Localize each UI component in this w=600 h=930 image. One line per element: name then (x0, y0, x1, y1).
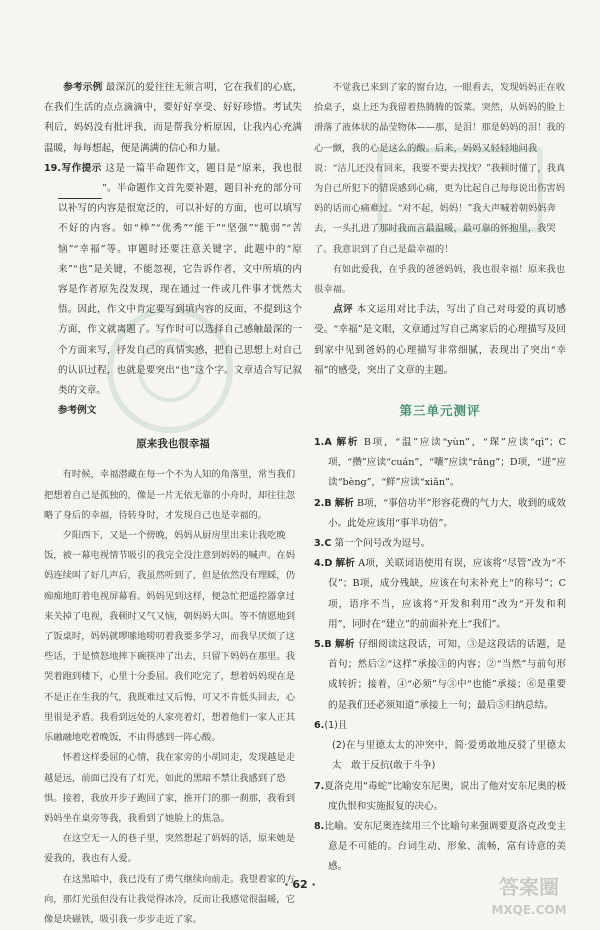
answer-choice: B (324, 639, 332, 651)
sample-answer-label: 参考示例 (63, 82, 103, 93)
analysis-label: 解析 (335, 639, 355, 651)
answer-subitem: (2)在与里德太太的冲突中，简·爱勇敢地反驳了里德太太 敢于反抗(敢于斗争) (332, 740, 566, 772)
sample-answer (44, 78, 302, 159)
essay-title: 原来我也很幸福 (136, 438, 210, 451)
essay-paragraph: 在这空无一人的巷子里，突然想起了妈妈的话，原来她是爱我的，我也有人爱。 (44, 833, 296, 865)
answer-choice: A (324, 437, 332, 449)
question-19-number: 19. (44, 162, 61, 174)
essay-paragraph: 在这黑暗中，我已没有了勇气继续向前走。我望着家的方向，那灯光虽但没有让我觉得冰冷，反而让我感觉很温暖，它像是块磁铁，吸引我一步步走近了家。 (44, 873, 296, 925)
answer-text: 仔细阅读这段话，可知，③是这段话的话题，是首句；然后②“这样”承接③的内容；②“当然”与前句形成转折；接着，④“必须”与③中“也能”承接；⑥是重要的是我们还必须知道”承接上一句；最后⑤归纳总结。 (328, 639, 567, 711)
answer-text: B项，“温”应读“yùn”，“琛”应读“qì”；C项，“攒”应读“cuán”，“嚷”应读“rǎng”；D项，“迸”应读“bèng”，“鲜”应读“xiǎn”。 (328, 437, 566, 489)
sample-answer-text: 最深沉的爱往往无须言明，它在我们的心底，在我们生活的点点滴滴中，要好好享受、好好珍惜。考试失利后，妈妈没有批评我，而是帮我分析原因，让我内心充满温暖，每每想起，便是满满的信心和力量。 (44, 82, 302, 154)
page-number: · 62 · (284, 878, 316, 891)
comment-text: 本文运用对比手法，写出了自己对母爱的真切感受。“幸福”是文眼，文章通过写自己离家后的心理描写及回到家中见到爸妈的心理描写非常细腻，表现出了突出“幸福”的感受，突出了文章的主题。 (314, 304, 567, 376)
answer-item (314, 635, 566, 716)
answer-number: 1. (314, 437, 325, 449)
answer-item (314, 494, 566, 534)
answer-text: A项，关联词语使用有误，应该将“尽管”改为“不仅”；B项，成分残缺，应该在句末补充上“的称号”；C项，语序不当，应该将“开发和利用”改为“开发和利用”，同时在“建立”的前面补充上“我们”。 (328, 558, 566, 630)
answer-choice: C (324, 538, 332, 550)
question-19 (44, 159, 302, 401)
essay-paragraph: 夕阳西下，又是一个傍晚，妈妈从厨房里出来让我吃晚饭，被一幕电视情节吸引的我完全没注意到妈妈的喊声。在妈妈连续叫了好几声后，我虽然听到了，但是依然没有理睬，仍痴痴地盯着电视屏幕看。妈妈见到这样，便急忙把遥控器拿过来关掉了电视，我顿时又气又恼，朝妈妈大叫。等不情愿地到了饭桌时，妈妈就啰嗦地唠叨着我要多学习，而我早厌烦了这些话，于是愤怒地摔下碗筷冲了出去，只留下妈妈在那里。我哭着跑到楼下，心里十分委屈。我们吃完了，想着妈妈现在是不是正在生我的气，我既难过又后悔，可又不肯低头回去，心里很是矛盾。我看到远处的人家亮着灯，想着他们一家人正其乐融融地吃着晚饭，不由得感到一阵心酸。 (44, 530, 296, 744)
comment-label: 点评 (333, 304, 354, 316)
sample-essay-label: 参考例文 (58, 405, 97, 417)
watermark-bottom-text: MXQE.COM (491, 903, 567, 917)
answer-number: 4. (314, 558, 325, 570)
answer-choice: D (324, 558, 333, 570)
essay-paragraph: 怀着这样委屈的心情，我在家旁的小胡同走，发现越是走越是远，前面已没有了灯光，如此的黑暗不禁让我感到了恐惧。接着，我放开步子跑回了家，推开门的那一刹那，我看到妈妈坐在桌旁等我，我看到了她脸上的焦急。 (44, 752, 296, 824)
answer-choice: B (324, 497, 332, 509)
answer-number: 3. (314, 538, 325, 550)
answer-text: 比喻。安东尼奥连续用三个比喻句来强调要夏洛克改变主意是不可能的。台词生动、形象、流畅，富有诗意的美感。 (324, 820, 566, 873)
essay-comment (314, 300, 566, 381)
answer-item (314, 777, 566, 817)
answer-item (314, 554, 566, 635)
analysis-label: 解析 (335, 558, 356, 570)
answer-text: B项，“事倍功半”形容花费的气力大，收到的成效小。此处应该用“事半功倍”。 (328, 497, 566, 529)
answers-list (314, 433, 566, 877)
essay-paragraph: 有时候，幸福潜藏在每一个不为人知的角落里，常当我们把想着自己是孤独的，像是一片无依无靠的小舟时，却往往忽略了身后的幸福，待转身时，才发现自己也是幸福的。 (44, 469, 296, 521)
answer-number: 8. (314, 820, 325, 832)
answer-number: 2. (314, 497, 325, 509)
answer-item (314, 817, 566, 878)
site-watermark-logo (464, 870, 594, 920)
answer-item (314, 534, 566, 554)
writing-tip-label: 写作提示 (61, 162, 102, 174)
left-column (44, 78, 302, 930)
unit-test-title: 第三单元测评 (399, 403, 481, 419)
answer-text: (1)且 (324, 719, 348, 731)
right-column (314, 78, 566, 878)
answer-number: 5. (314, 639, 325, 651)
analysis-label: 解析 (336, 437, 360, 449)
answer-text: 第一个问号改为逗号。 (334, 538, 431, 550)
question-19-text-a: 这是一篇半命题作文，题目是“原来，我也很 (105, 162, 302, 174)
essay-paragraph: 有如此爱我，在乎我的爸爸妈妈，我也很幸福！原来我也很幸福。 (314, 263, 566, 296)
answer-number: 7. (314, 780, 325, 792)
sample-essay-label-line (44, 401, 302, 421)
answer-text: 夏洛克用“毒蛇”比喻安东尼奥，说出了他对安东尼奥的极度仇恨和实施报复的决心。 (324, 780, 566, 812)
answer-number: 6. (314, 719, 325, 731)
question-19-text-b: ”。半命题作文首先要补题，题目补充的部分可以补写的内容是很宽泛的，可以补好的方面，也可以填写不好的内容。如“棒”“优秀”“能干”“坚强”“脆弱”“苦恼”“幸福”等。审题时还要注意关键字，此题中的“原来”“也”是关键，不能忽视，它告诉作者，文中所填的内容是作者原先没发现，现在通过一件或几件事才恍然大悟。因此，作文中肯定要写到填内容的反面，不提到这个方面，作文就离题了。写作时可以选择自己感触最深的一个方面来写，抒发自己的真情实感，把自己思想上对自己的认识过程，也就是要突出“也”这个字。文章适合写记叙类的文章。 (58, 183, 302, 397)
answer-item (314, 716, 566, 736)
answer-item (314, 433, 566, 494)
essay-paragraph: 不觉我已来到了家的窗台边，一眼看去，发现妈妈正在收拾桌子，桌上还为我留着热腾腾的饭菜。突然，从妈妈的脸上滑落了液体状的晶莹物体——那，是泪！那是妈妈的泪！我的心一颤，我的心是这么的酸。后来，妈妈又轻轻地问我说：“洁儿还没有回来，我要不要去找找？”我顿时懂了，我真为自己所犯下的错误感到心痛，更为比起自己每每说出伤害妈妈的话而心痛难过。“对不起，妈妈！”我大声喊着朝妈妈奔去，一头扎进了那时我而言最温暖，最可靠的怀抱里，我哭了。我意识到了自己是最幸福的！ (314, 82, 566, 255)
analysis-label: 解析 (334, 497, 354, 509)
watermark-top-text: 答案圈 (499, 875, 559, 899)
fill-blank (58, 188, 102, 199)
